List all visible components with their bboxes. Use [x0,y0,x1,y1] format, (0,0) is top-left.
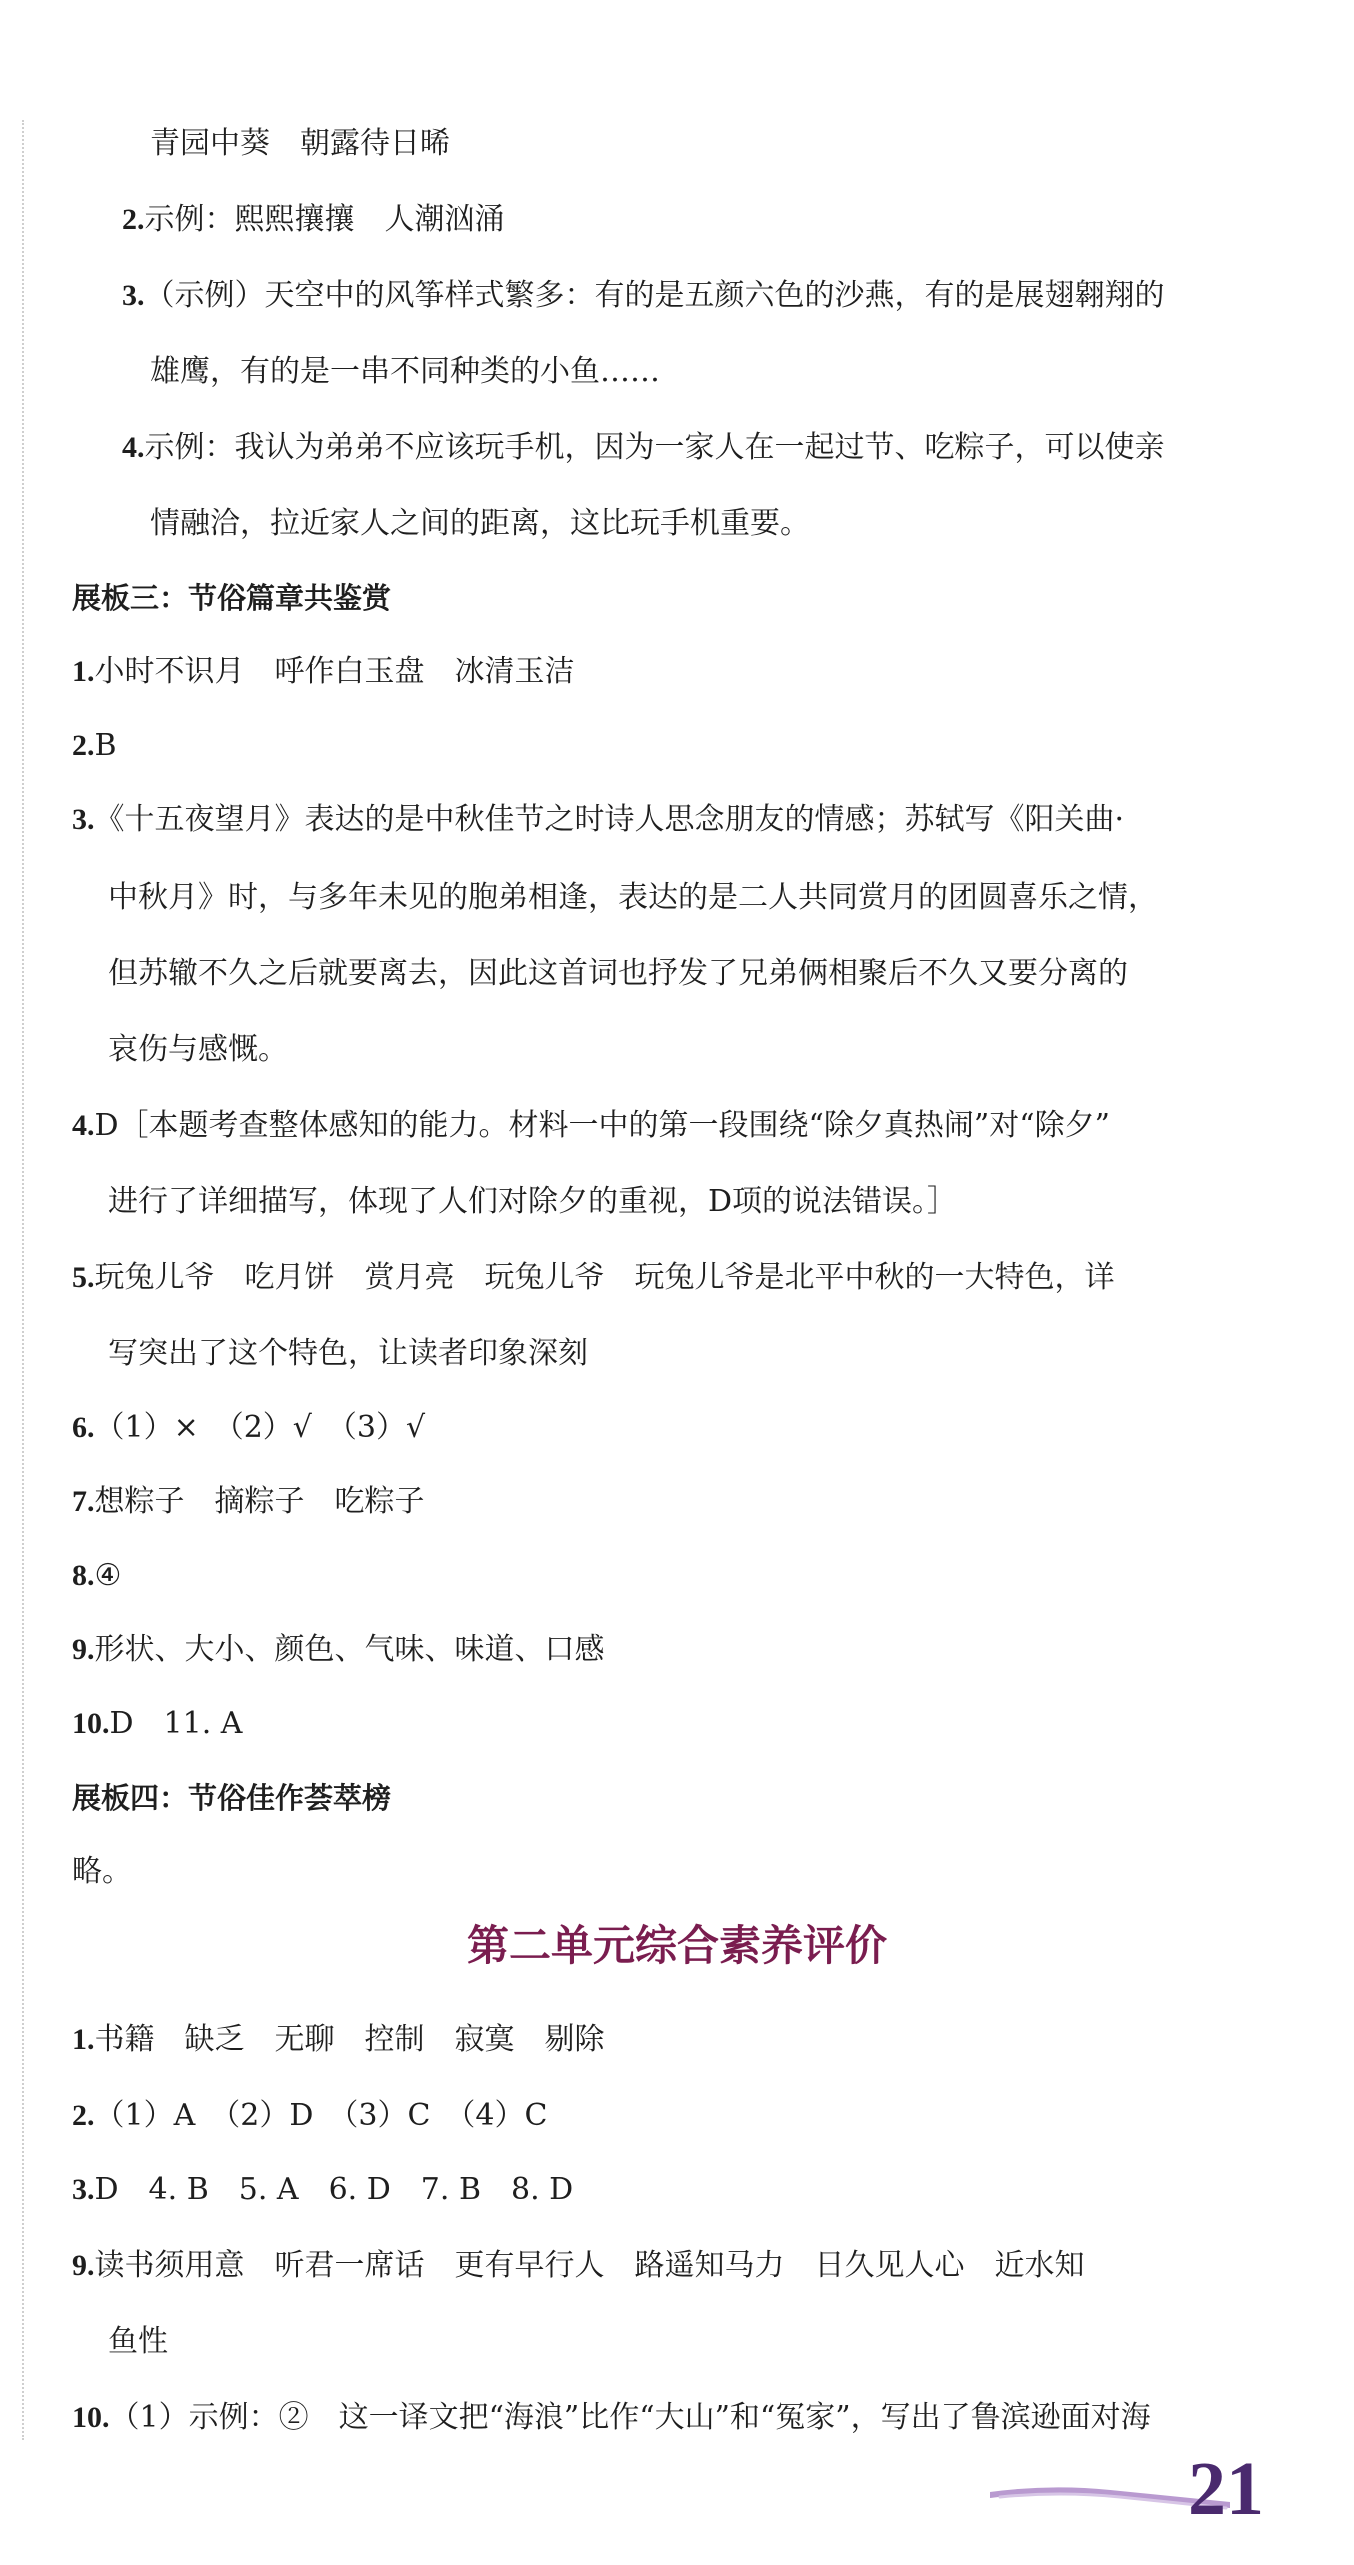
answer-line: 9.形状、大小、颜色、气味、味道、口感 [72,1632,605,1667]
margin-dotted-line [22,120,24,2440]
answer-line: 3.D 4. B 5. A 6. D 7. B 8. D [72,2172,574,2207]
answer-line: 青园中葵 朝露待日晞 [150,126,450,161]
answer-line: 进行了详细描写，体现了人们对除夕的重视，D项的说法错误。］ [108,1184,958,1219]
answer-line: 哀伤与感慨。 [108,1032,288,1067]
answer-line: 鱼性 [108,2324,168,2359]
answer-line: 7.想粽子 摘粽子 吃粽子 [72,1484,425,1519]
page-number: 21 [1188,2447,1264,2531]
answer-line: 8.④ [72,1558,122,1593]
answer-line: 1.书籍 缺乏 无聊 控制 寂寞 剔除 [72,2022,605,2057]
answer-line: 2.示例：熙熙攘攘 人潮汹涌 [122,202,505,237]
answer-line: 2.B [72,728,117,763]
answer-line: 2.（1）A （2）D （3）C （4）C [72,2098,548,2133]
answer-line: 情融洽，拉近家人之间的距离，这比玩手机重要。 [150,506,810,541]
answer-line: 9.读书须用意 听君一席话 更有早行人 路遥知马力 日久见人心 近水知 [72,2248,1085,2283]
answer-line: 略。 [72,1854,132,1889]
answer-line: 1.小时不识月 呼作白玉盘 冰清玉洁 [72,654,575,689]
answer-line: 10.D 11. A [72,1706,243,1741]
answer-line: 10.（1）示例：② 这一译文把“海浪”比作“大山”和“冤家”，写出了鲁滨逊面对海 [72,2400,1151,2435]
answer-line: 6.（1）× （2）√ （3）√ [72,1410,426,1445]
answer-line: 3.（示例）天空中的风筝样式繁多：有的是五颜六色的沙燕，有的是展翅翱翔的 [122,278,1165,313]
answer-line: 4.示例：我认为弟弟不应该玩手机，因为一家人在一起过节、吃粽子，可以使亲 [122,430,1165,465]
section-title: 第二单元综合素养评价 [466,1921,887,1970]
answer-line: 5.玩兔儿爷 吃月饼 赏月亮 玩兔儿爷 玩兔儿爷是北平中秋的一大特色，详 [72,1260,1115,1295]
answer-line: 中秋月》时，与多年未见的胞弟相逢，表达的是二人共同赏月的团圆喜乐之情， [108,880,1158,915]
answer-line: 雄鹰，有的是一串不同种类的小鱼…… [150,354,660,389]
section-heading: 展板三：节俗篇章共鉴赏 [72,581,392,615]
answer-line: 写突出了这个特色，让读者印象深刻 [108,1336,588,1371]
answer-line: 3.《十五夜望月》表达的是中秋佳节之时诗人思念朋友的情感；苏轼写《阳关曲· [72,802,1125,837]
answer-line: 4.D［本题考查整体感知的能力。材料一中的第一段围绕“除夕真热闹”对“除夕” [72,1108,1110,1143]
answer-line: 但苏辙不久之后就要离去，因此这首词也抒发了兄弟俩相聚后不久又要分离的 [108,956,1128,991]
section-heading: 展板四：节俗佳作荟萃榜 [72,1781,392,1815]
